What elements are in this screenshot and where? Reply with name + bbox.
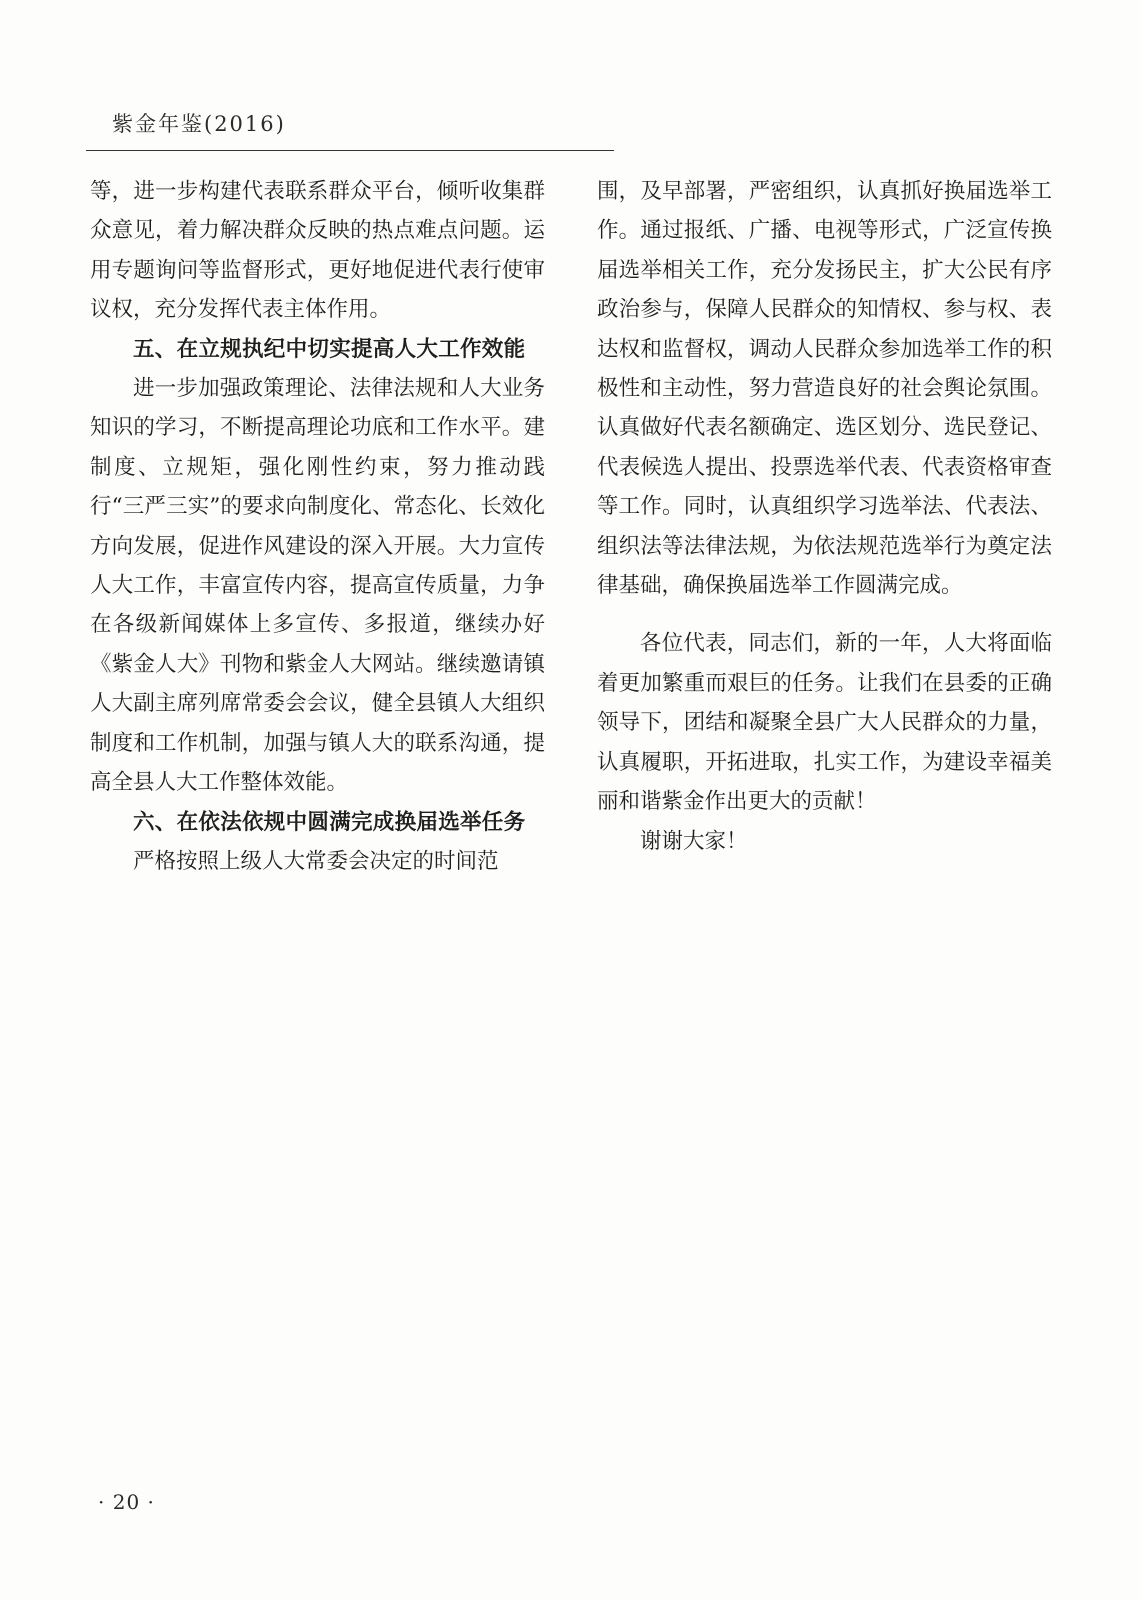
right-paragraph-1: 围，及早部署，严密组织，认真抓好换届选举工作。通过报纸、广播、电视等形式，广泛宣传换届选举相关工作，充分发扬民主，扩大公民有序政治参与，保障人民群众的知情权、参与权、表达权和监督权，调动人民群众参加选举工作的积极性和主动性，努力营造良好的社会舆论氛围。认真做好代表名额确定、选区划分、选民登记、代表候选人提出、投票选举代表、代表资格审查等工作。同时，认真组织学习选举法、代表法、组织法等法律法规，为依法规范选举行为奠定法律基础，确保换届选举工作圆满完成。 xyxy=(597,179,1052,599)
page-number: · 20 · xyxy=(98,1490,155,1514)
left-column xyxy=(90,172,545,881)
right-paragraph-3: 谢谢大家！ xyxy=(640,828,748,854)
header-rule xyxy=(86,150,614,151)
left-paragraph-3: 严格按照上级人大常委会决定的时间范 xyxy=(133,848,499,874)
right-column xyxy=(597,172,1052,861)
left-paragraph-1: 等，进一步构建代表联系群众平台，倾听收集群众意见，着力解决群众反映的热点难点问题。运用专题询问等监督形式，更好地促进代表行使审议权，充分发挥代表主体作用。 xyxy=(90,179,545,323)
right-paragraph-2: 各位代表，同志们，新的一年，人大将面临着更加繁重而艰巨的任务。让我们在县委的正确领导下，团结和凝聚全县广大人民群众的力量，认真履职，开拓进取，扎实工作，为建设幸福美丽和谐紫金作出更大的贡献！ xyxy=(597,631,1052,815)
section-heading-5: 五、在立规执纪中切实提高人大工作效能 xyxy=(133,336,526,362)
running-header-title: 紫金年鉴(2016) xyxy=(112,112,286,136)
section-heading-6: 六、在依法依规中圆满完成换届选举任务 xyxy=(133,809,526,835)
left-paragraph-2: 进一步加强政策理论、法律法规和人大业务知识的学习，不断提高理论功底和工作水平。建制度、立规矩，强化刚性约束，努力推动践行“三严三实”的要求向制度化、常态化、长效化方向发展，促进作风建设的深入开展。大力宣传人大工作，丰富宣传内容，提高宣传质量，力争在各级新闻媒体上多宣传、多报道，继续办好《紫金人大》刊物和紫金人大网站。继续邀请镇人大副主席列席常委会会议，健全县镇人大组织制度和工作机制，加强与镇人大的联系沟通，提高全县人大工作整体效能。 xyxy=(90,376,545,796)
